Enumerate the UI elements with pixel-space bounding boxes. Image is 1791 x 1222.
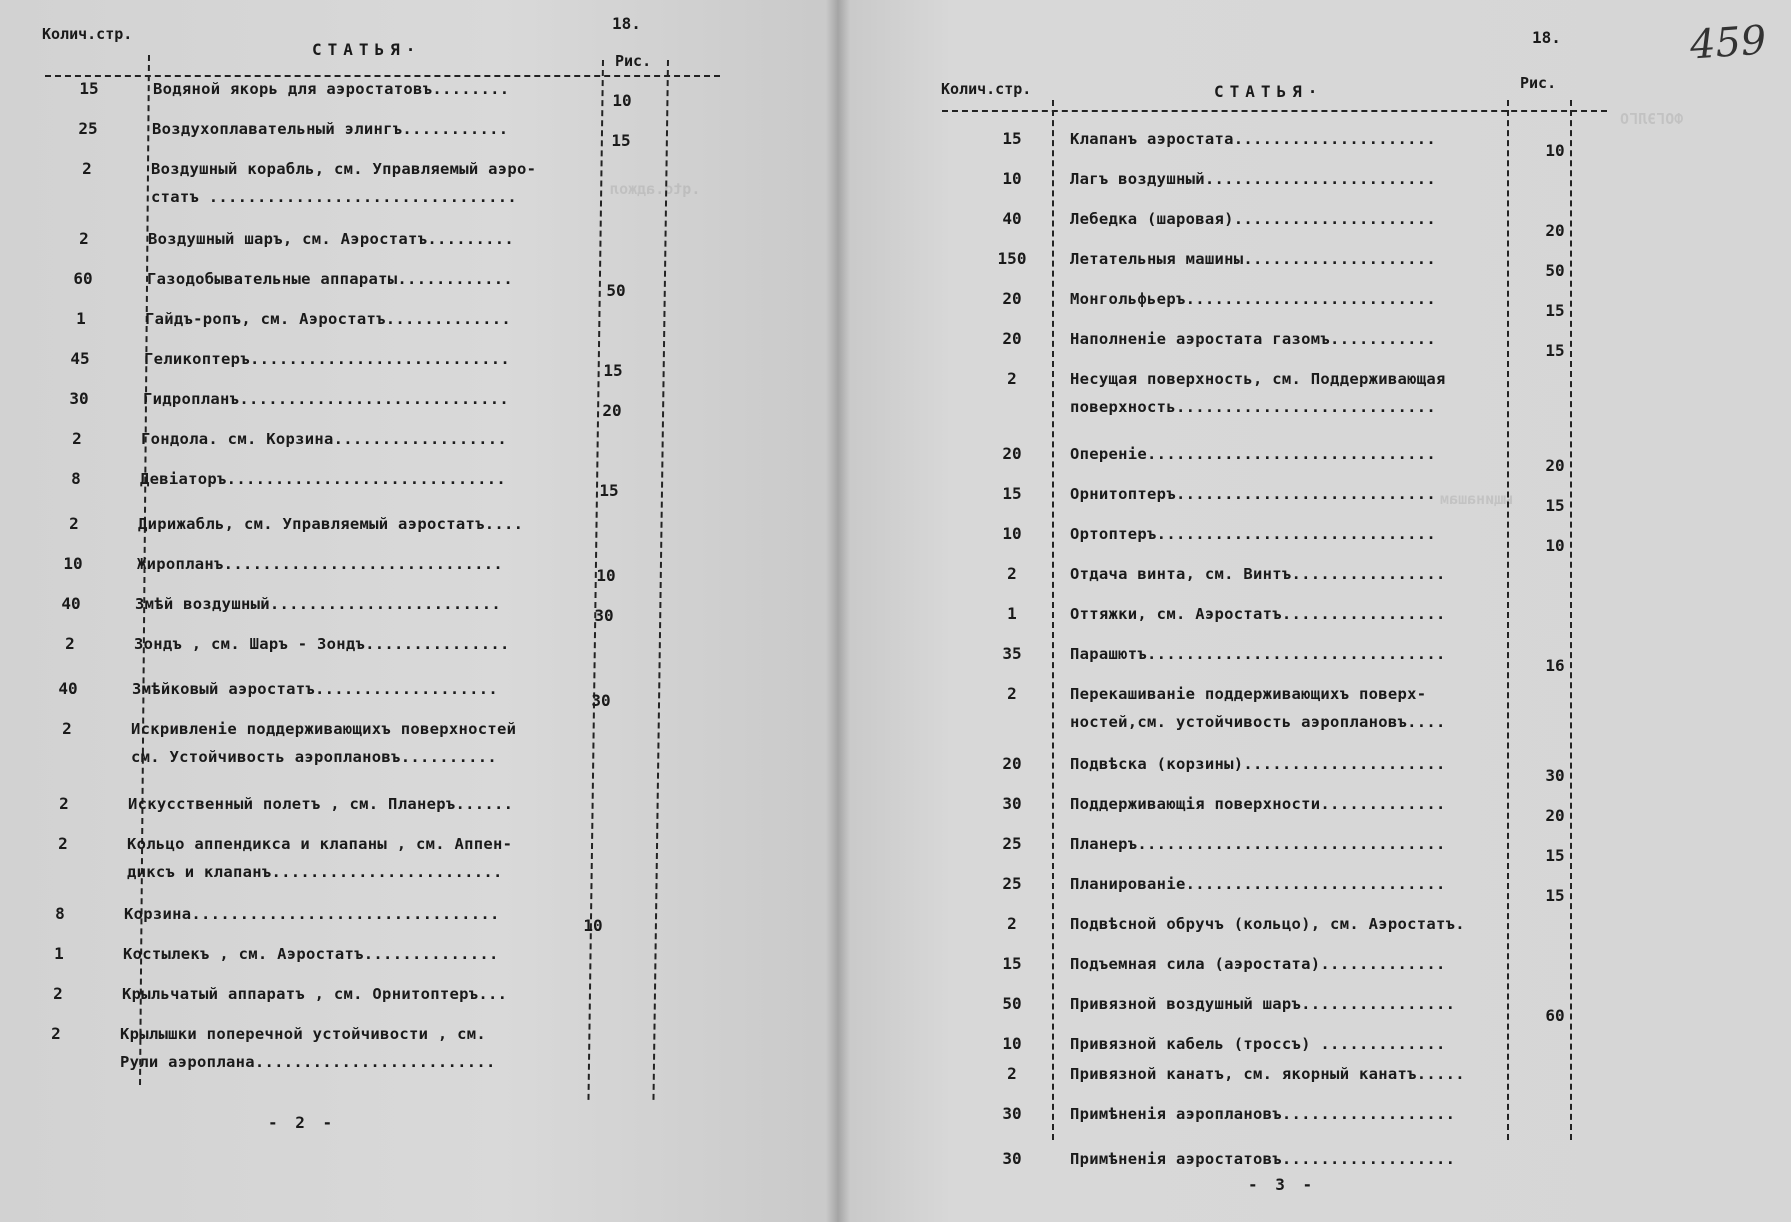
article-cell: [143, 385, 509, 413]
qty-cell: 2: [65, 634, 75, 653]
right-title-text: СТАТЬЯ: [1214, 82, 1308, 101]
qty-cell: 50: [1002, 994, 1022, 1013]
article-cell: [1070, 245, 1436, 273]
right-col-divider-3: [1570, 100, 1572, 1140]
article-line: Воздушный шаръ, см. Аэростатъ.........: [148, 230, 515, 248]
article-line: Лебедка (шаровая).....................: [1070, 210, 1437, 228]
article-line: Гидропланъ............................: [143, 390, 510, 408]
article-line: Перекашиваніе поддерживающихъ поверх-: [1070, 685, 1427, 703]
article-line: см. Устойчивость аэроплановъ..........: [131, 748, 498, 766]
article-line: Искусственный полетъ , см. Планеръ......: [128, 795, 514, 813]
fig-cell: 50: [1545, 261, 1565, 280]
article-line: Воздушный корабль, см. Управляемый аэро-: [151, 160, 537, 178]
qty-cell: 10: [1002, 1034, 1022, 1053]
qty-cell: 150: [997, 249, 1027, 268]
qty-cell: 2: [58, 834, 68, 853]
qty-cell: 2: [72, 429, 82, 448]
fig-cell: 20: [1545, 806, 1565, 825]
article-cell: [131, 715, 516, 771]
article-line: Водяной якорь для аэростатовъ........: [153, 80, 510, 98]
qty-cell: 2: [79, 229, 89, 248]
article-cell: [120, 1020, 496, 1076]
article-cell: [1070, 870, 1446, 898]
article-cell: [1070, 560, 1446, 588]
qty-cell: 2: [1007, 684, 1017, 703]
article-cell: [147, 265, 513, 293]
fig-cell: 30: [591, 691, 611, 710]
article-line: Подвѣсной обручъ (кольцо), см. Аэростатъ.: [1070, 915, 1465, 933]
qty-cell: 2: [51, 1024, 61, 1043]
qty-cell: 40: [58, 679, 78, 698]
qty-cell: 40: [1002, 209, 1022, 228]
article-line: Дирижабль, см. Управляемый аэростатъ....: [138, 515, 524, 533]
fig-cell: 10: [612, 91, 632, 110]
article-cell: [1070, 830, 1446, 858]
fig-cell: 15: [1545, 846, 1565, 865]
qty-cell: 60: [73, 269, 93, 288]
qty-cell: 25: [1002, 834, 1022, 853]
article-cell: [1070, 950, 1446, 978]
article-line: Планеръ................................: [1070, 835, 1446, 853]
article-line: Змѣй воздушный........................: [135, 595, 502, 613]
article-line: Корзина................................: [124, 905, 500, 923]
left-page-number: - 2 -: [268, 1113, 337, 1132]
article-cell: [141, 425, 507, 453]
fig-cell: 15: [1545, 886, 1565, 905]
book-gutter: [826, 0, 850, 1222]
qty-cell: 40: [61, 594, 81, 613]
fig-cell: 20: [1545, 221, 1565, 240]
qty-cell: 10: [1002, 524, 1022, 543]
qty-cell: 2: [1007, 564, 1017, 583]
qty-cell: 1: [76, 309, 86, 328]
qty-cell: 2: [1007, 914, 1017, 933]
qty-cell: 2: [53, 984, 63, 1003]
right-col-divider-2: [1507, 100, 1509, 1140]
fig-cell: 15: [1545, 496, 1565, 515]
qty-cell: 1: [1007, 604, 1017, 623]
article-cell: [128, 790, 513, 818]
right-col-divider-1: [1052, 100, 1054, 1140]
fig-cell: 20: [602, 401, 622, 420]
qty-cell: 20: [1002, 329, 1022, 348]
left-fig-col-header: Рис.: [615, 52, 652, 70]
article-line: ностей,см. устойчивость аэроплановъ....: [1070, 713, 1446, 731]
right-page-number: - 3 -: [1248, 1175, 1317, 1194]
fig-cell: 60: [1545, 1006, 1565, 1025]
article-cell: [132, 675, 498, 703]
qty-cell: 2: [1007, 369, 1017, 388]
article-line: Газодобывательные аппараты............: [147, 270, 514, 288]
article-line: Ортоптеръ.............................: [1070, 525, 1437, 543]
qty-cell: 35: [1002, 644, 1022, 663]
article-line: Воздухоплавательный элингъ...........: [152, 120, 509, 138]
article-line: Монгольфьеръ..........................: [1070, 290, 1437, 308]
article-cell: [1070, 750, 1446, 778]
left-section-number: 18.: [612, 14, 641, 33]
article-cell: [145, 305, 511, 333]
article-cell: [144, 345, 510, 373]
fig-cell: 15: [611, 131, 631, 150]
left-qty-col-header: Колич.стр.: [42, 25, 133, 43]
qty-cell: 1: [54, 944, 64, 963]
article-cell: [1070, 1145, 1455, 1173]
article-line: статъ ................................: [151, 188, 518, 206]
article-cell: [123, 940, 499, 968]
article-line: Отдача винта, см. Винтъ................: [1070, 565, 1446, 583]
qty-cell: 10: [1002, 169, 1022, 188]
article-cell: [1070, 640, 1446, 668]
left-title-dot: ·: [405, 40, 416, 59]
article-line: Подвѣска (корзины).....................: [1070, 755, 1446, 773]
article-cell: [1070, 440, 1436, 468]
article-cell: [1070, 165, 1436, 193]
fig-cell: 15: [599, 481, 619, 500]
qty-cell: 25: [78, 119, 98, 138]
qty-cell: 2: [62, 719, 72, 738]
article-cell: [1070, 600, 1446, 628]
article-line: Кольцо аппендикса и клапаны , см. Аппен-: [127, 835, 513, 853]
article-line: Гондола. см. Корзина..................: [141, 430, 508, 448]
qty-cell: 10: [63, 554, 83, 573]
article-line: Крыльчатый аппаратъ , см. Орнитоптеръ...: [122, 985, 508, 1003]
fig-cell: 15: [1545, 301, 1565, 320]
article-cell: [1070, 680, 1446, 736]
qty-cell: 30: [1002, 794, 1022, 813]
qty-cell: 30: [69, 389, 89, 408]
fig-cell: 30: [1545, 766, 1565, 785]
right-section-number: 18.: [1532, 28, 1561, 47]
article-cell: [1070, 1030, 1446, 1058]
article-line: Рули аэроплана.........................: [120, 1053, 496, 1071]
article-line: Летательныя машины....................: [1070, 250, 1437, 268]
article-line: поверхность...........................: [1070, 398, 1437, 416]
article-cell: [134, 630, 510, 658]
article-line: Примѣненія аэростатовъ..................: [1070, 1150, 1456, 1168]
article-line: Оттяжки, см. Аэростатъ.................: [1070, 605, 1446, 623]
qty-cell: 2: [1007, 1064, 1017, 1083]
qty-cell: 2: [82, 159, 92, 178]
qty-cell: 20: [1002, 289, 1022, 308]
article-line: Девіаторъ.............................: [140, 470, 507, 488]
fig-cell: 15: [603, 361, 623, 380]
article-cell: [1070, 325, 1436, 353]
article-line: Орнитоптеръ...........................: [1070, 485, 1437, 503]
article-cell: [1070, 790, 1446, 818]
article-line: Лагъ воздушный........................: [1070, 170, 1437, 188]
article-cell: [1070, 480, 1436, 508]
qty-cell: 30: [1002, 1104, 1022, 1123]
article-line: Клапанъ аэростата.....................: [1070, 130, 1437, 148]
article-cell: [153, 75, 509, 103]
article-line: Змѣйковый аэростатъ...................: [132, 680, 499, 698]
left-title-text: СТАТЬЯ: [312, 40, 406, 59]
article-line: Жиропланъ.............................: [137, 555, 504, 573]
fig-cell: 10: [596, 566, 616, 585]
article-line: Искривленіе поддерживающихъ поверхностей: [131, 720, 517, 738]
article-cell: [151, 155, 536, 211]
qty-cell: 8: [71, 469, 81, 488]
article-line: диксъ и клапанъ........................: [127, 863, 503, 881]
article-cell: [140, 465, 506, 493]
qty-cell: 25: [1002, 874, 1022, 893]
article-cell: [1070, 205, 1436, 233]
right-qty-col-header: Колич.стр.: [941, 80, 1032, 98]
article-cell: [122, 980, 507, 1008]
article-line: Несущая поверхность, см. Поддерживающая: [1070, 370, 1446, 388]
left-title-header: [312, 40, 415, 59]
fig-cell: 15: [1545, 341, 1565, 360]
article-cell: [135, 590, 501, 618]
article-cell: [138, 510, 523, 538]
article-line: Геликоптеръ...........................: [144, 350, 511, 368]
article-line: Костылекъ , см. Аэростатъ..............: [123, 945, 499, 963]
fig-cell: 10: [583, 916, 603, 935]
fig-cell: 50: [606, 281, 626, 300]
qty-cell: 15: [1002, 954, 1022, 973]
right-fig-col-header: Рис.: [1520, 74, 1557, 92]
article-line: Парашютъ...............................: [1070, 645, 1446, 663]
article-line: Поддерживающія поверхности.............: [1070, 795, 1446, 813]
article-cell: [1070, 520, 1436, 548]
qty-cell: 8: [55, 904, 65, 923]
fig-cell: 20: [1545, 456, 1565, 475]
right-title-header: [1214, 82, 1317, 101]
fig-cell: 30: [594, 606, 614, 625]
article-line: Привязной кабель (троссъ) .............: [1070, 1035, 1446, 1053]
article-cell: [1070, 910, 1465, 938]
qty-cell: 15: [1002, 129, 1022, 148]
qty-cell: 2: [59, 794, 69, 813]
qty-cell: 20: [1002, 444, 1022, 463]
fig-cell: 16: [1545, 656, 1565, 675]
article-line: Планированіе...........................: [1070, 875, 1446, 893]
qty-cell: 15: [1002, 484, 1022, 503]
article-cell: [1070, 1060, 1465, 1088]
article-cell: [1070, 1100, 1455, 1128]
archive-page-number: 459: [1688, 17, 1768, 69]
fig-cell: 10: [1545, 141, 1565, 160]
article-cell: [124, 900, 500, 928]
fig-cell: 10: [1545, 536, 1565, 555]
article-line: Примѣненія аэроплановъ..................: [1070, 1105, 1456, 1123]
article-cell: [1070, 990, 1455, 1018]
article-line: Подъемная сила (аэростата).............: [1070, 955, 1446, 973]
article-line: Привязной воздушный шаръ................: [1070, 995, 1456, 1013]
article-line: Крылышки поперечной устойчивости , см.: [120, 1025, 487, 1043]
qty-cell: 15: [79, 79, 99, 98]
qty-cell: 30: [1002, 1149, 1022, 1168]
article-line: Опереніе..............................: [1070, 445, 1437, 463]
article-line: Наполненіе аэростата газомъ...........: [1070, 330, 1437, 348]
right-title-dot: ·: [1307, 82, 1318, 101]
article-cell: [152, 115, 508, 143]
article-line: Гайдъ-ропъ, см. Аэростатъ.............: [145, 310, 512, 328]
article-line: Зондъ , см. Шаръ - Зондъ...............: [134, 635, 510, 653]
article-line: Привязной канатъ, см. якорный канатъ.....: [1070, 1065, 1465, 1083]
article-cell: [1070, 125, 1436, 153]
qty-cell: 45: [70, 349, 90, 368]
article-cell: [148, 225, 514, 253]
article-cell: [1070, 365, 1446, 421]
article-cell: [137, 550, 503, 578]
article-cell: [1070, 285, 1436, 313]
qty-cell: 20: [1002, 754, 1022, 773]
qty-cell: 2: [69, 514, 79, 533]
article-cell: [127, 830, 512, 886]
